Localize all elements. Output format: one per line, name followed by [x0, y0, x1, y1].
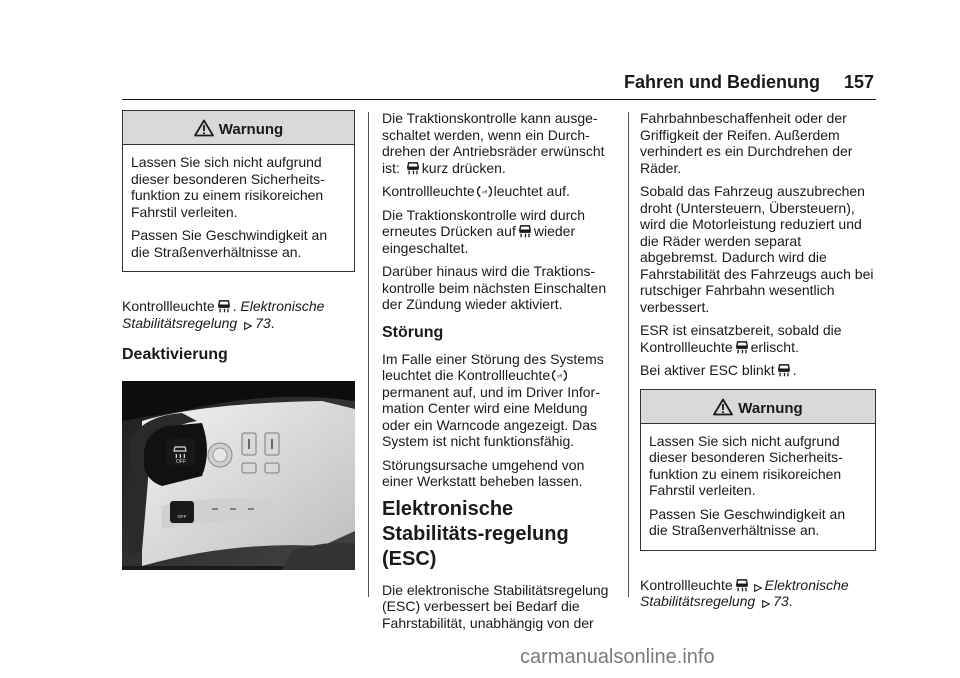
traction-off-icon [552, 368, 567, 383]
traction-off-icon [477, 184, 492, 199]
paragraph: Darüber hinaus wird die Traktions-kontrolle beim nächsten Einschalten der Zündung wieder aktiviert. [382, 263, 607, 312]
paragraph: Die Traktionskontrolle wird durch erneutes Drücken auf wieder eingeschaltet. [382, 206, 586, 256]
warning-header [123, 111, 354, 145]
column-divider [368, 112, 369, 597]
paragraph: Im Falle einer Störung des Systems leuchtet die Kontrollleuchte permanent auf, und im Driver Infor-mation Center wird eine Meldung oder ein Warncode angezeigt. Das System ist nicht funktionsfähig. [382, 350, 604, 449]
car-skid-icon [518, 225, 532, 239]
warning-header [641, 390, 875, 424]
running-title: Fahren und Bedienung [624, 72, 820, 92]
warning-text: Lassen Sie sich nicht aufgrund dieser besonderen Sicherheits-funktion zu einem risikoreichen Fahrstil verleiten. [649, 432, 843, 498]
car-skid-icon [735, 341, 749, 355]
warning-box [640, 389, 876, 551]
car-skid-icon [406, 162, 420, 176]
paragraph: Sobald das Fahrzeug auszubrechen droht (Untersteuern, Übersteuern), wird die Motorleistung reduziert und die Räder werden separat abgebremst. Dadurch wird die Fahrstabilität des Fahrzeugs auch bei rutschiger Fahrbahn wesentlich verbessert. [640, 183, 874, 315]
column-2 [382, 110, 615, 638]
page-number: 157 [843, 72, 874, 92]
section-heading: Deaktivierung [122, 346, 228, 363]
warning-text: Passen Sie Geschwindigkeit an die Straßenverhältnisse an. [131, 227, 328, 260]
section-heading: Störung [382, 323, 444, 341]
column-3 [640, 110, 876, 617]
dashboard-switch-photo [122, 381, 355, 570]
column-divider [628, 112, 629, 597]
column-1 [122, 110, 355, 570]
paragraph: Die elektronische Stabilitätsregelung (ESC) verbessert bei Bedarf die Fahrstabilität, unabhängig von der [382, 581, 609, 631]
warning-text: Lassen Sie sich nicht aufgrund dieser besonderen Sicherheits-funktion zu einem risikoreichen Fahrstil verleiten. [131, 154, 325, 220]
car-skid-icon [217, 300, 231, 314]
reference-link[interactable]: 73 [773, 593, 789, 609]
reference-arrow-icon [761, 599, 771, 609]
reference-arrow-icon [243, 321, 253, 331]
off-button-label: OFF [176, 459, 186, 465]
cross-reference: Kontrollleuchte . Elektronische Stabilitätsregelung 73. [122, 298, 325, 331]
paragraph: Fahrbahnbeschaffenheit oder der Griffigkeit der Reifen. Außerdem verhindert es ein Durchdrehen der Räder. [640, 110, 853, 176]
car-skid-icon [735, 579, 749, 593]
reference-arrow-icon [753, 583, 763, 593]
paragraph: Kontrollleuchte leuchtet auf. [382, 183, 570, 199]
page-header [122, 66, 876, 100]
warning-box [122, 110, 355, 272]
off-button-label: OFF [177, 514, 187, 519]
warning-title: Warnung [738, 399, 803, 417]
reference-link[interactable]: 73 [255, 314, 271, 331]
paragraph: Störungsursache umgehend von einer Werkstatt beheben lassen. [382, 456, 585, 489]
warning-triangle-icon [194, 119, 214, 137]
watermark: carmanualsonline.info [520, 646, 715, 668]
chapter-heading: Elektronische Stabilitäts-regelung (ESC) [382, 497, 569, 570]
paragraph: ESR ist einsatzbereit, sobald die [640, 322, 842, 338]
warning-triangle-icon [713, 398, 733, 416]
cross-reference: Kontrollleuchte Elektronische Stabilitätsregelung 73. [640, 576, 849, 609]
paragraph: Bei aktiver ESC blinkt . [640, 362, 797, 378]
warning-text: Passen Sie Geschwindigkeit an die Straßenverhältnisse an. [649, 505, 846, 538]
paragraph: Kontrollleuchte erlischt. [640, 338, 799, 355]
warning-title: Warnung [218, 121, 284, 138]
paragraph: Die Traktionskontrolle kann ausge-schaltet werden, wenn ein Durch-drehen der Antriebsräder erwünscht ist: kurz drücken. [382, 110, 605, 176]
car-skid-icon [777, 364, 791, 378]
